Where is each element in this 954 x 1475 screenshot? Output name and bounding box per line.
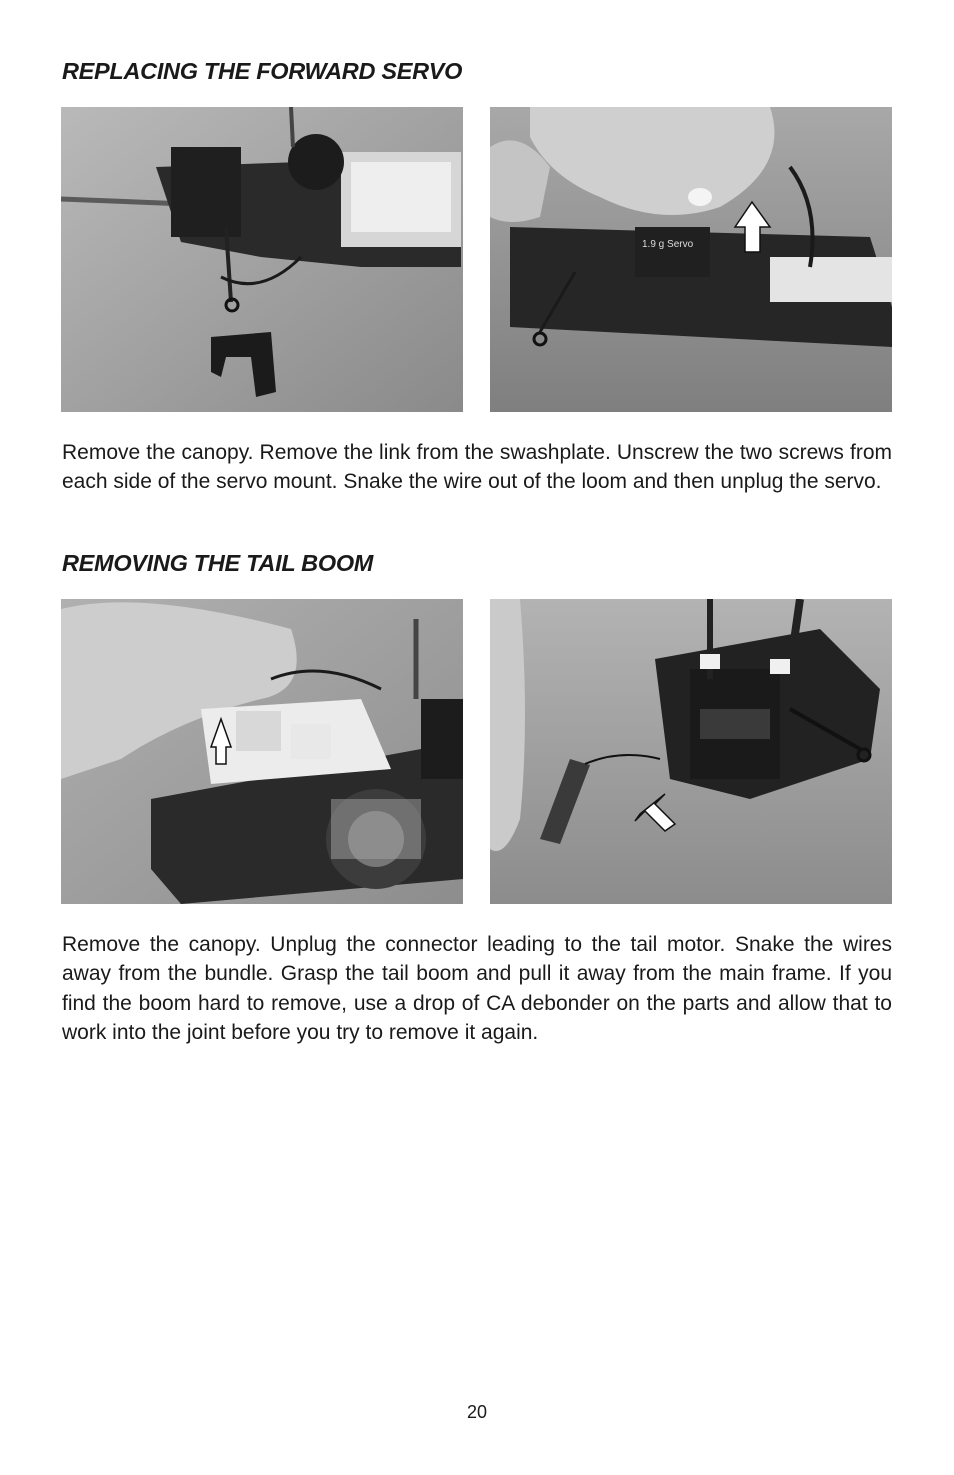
photo-servo-assembly-overview — [61, 107, 463, 412]
page-number: 20 — [466, 1402, 488, 1422]
photo-tail-boom-removal — [490, 599, 892, 904]
photo-servo-unplug-hand — [490, 107, 892, 412]
section-paragraph-tail-boom: Remove the canopy. Unplug the connector leading to the tail motor. Snake the wires away from the bundle. Grasp the tail boom and pull it away from the main frame. If you find the boom hard to remove, use a drop of CA debonder on the parts and allow that to work into the joint before you try to remove it again. — [62, 933, 892, 1044]
servo-label: 1.9 g Servo — [642, 239, 694, 250]
section-heading-forward-servo: REPLACING THE FORWARD SERVO — [62, 58, 463, 84]
photo-tail-connector-unplug — [61, 599, 463, 904]
section-paragraph-forward-servo: Remove the canopy. Remove the link from the swashplate. Unscrew the two screws from each side of the servo mount. Snake the wire out of the loom and then unplug the servo. — [62, 441, 892, 494]
section-heading-tail-boom: REMOVING THE TAIL BOOM — [62, 550, 374, 576]
